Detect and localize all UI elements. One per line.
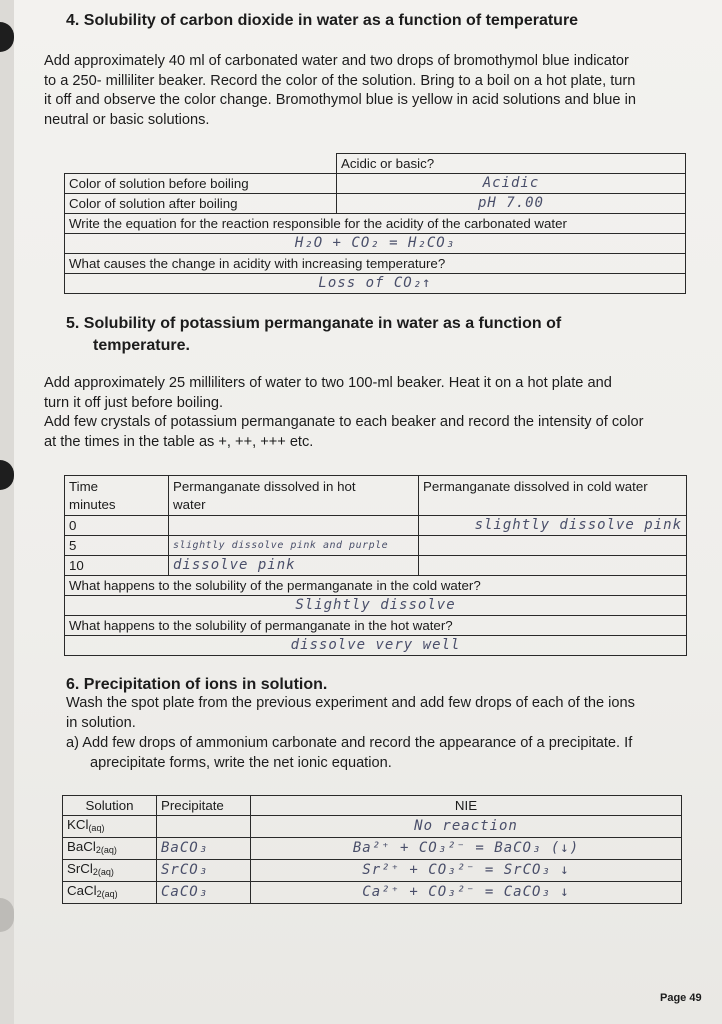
- section4-paragraph: Add approximately 40 ml of carbonated water and two drops of bromothymol blue indicator to a 250- milliliter beaker. Record the color of the solution. Bring to a boil on a hot plate, turn it off and observe the color change. Bromothymol blue is yellow in acid solutions and blue in neutral or basic solutions.: [44, 53, 636, 128]
- answer-acidity-change: Loss of CO₂↑: [65, 274, 686, 294]
- solution-cacl2: CaCl$_{2(aq)}$: [63, 882, 157, 904]
- cold-5: [419, 536, 687, 556]
- solution-srcl2: SrCl$_{2(aq)}$: [63, 860, 157, 882]
- header-precipitate: Precipitate: [157, 796, 251, 816]
- header-time: Time minutes: [65, 476, 169, 516]
- header-nie: NIE: [251, 796, 682, 816]
- hot-10: dissolve pink: [169, 556, 419, 576]
- answer-hot-solubility: dissolve very well: [65, 636, 687, 656]
- precipitate-cacl2: CaCO₃: [157, 882, 251, 904]
- section6-item-a: a) Add few drops of ammonium carbonate and record the appearance of a precipitate. If aprecipitate forms, write the net ionic equation.: [66, 735, 633, 771]
- answer-acidity-equation: H₂O + CO₂ = H₂CO₃: [65, 234, 686, 254]
- binder-hole-top: [0, 22, 14, 52]
- answer-cold-solubility: Slightly dissolve: [65, 596, 687, 616]
- page-number: Page 49: [660, 992, 702, 1004]
- nie-srcl2: Sr²⁺ + CO₃²⁻ = SrCO₃ ↓: [251, 860, 682, 882]
- co2-table: [64, 153, 686, 294]
- precipitate-kcl: [157, 816, 251, 838]
- nie-cacl2: Ca²⁺ + CO₃²⁻ = CaCO₃ ↓: [251, 882, 682, 904]
- binder-hole-bottom: [0, 898, 14, 932]
- header-solution: Solution: [63, 796, 157, 816]
- hot-0: [169, 516, 419, 536]
- header-cold-water: Permanganate dissolved in cold water: [419, 476, 687, 516]
- section4-title: 4. Solubility of carbon dioxide in water as a function of temperature: [66, 12, 579, 29]
- time-0: 0: [65, 516, 169, 536]
- binder-hole-middle: [0, 460, 14, 490]
- answer-after-boiling: pH 7.00: [337, 194, 686, 214]
- question-cold-solubility: What happens to the solubility of the permanganate in the cold water?: [65, 576, 687, 596]
- row-before-boiling-label: Color of solution before boiling: [65, 174, 337, 194]
- section6-title: 6. Precipitation of ions in solution.: [66, 676, 328, 693]
- nie-kcl: No reaction: [251, 816, 682, 838]
- section6-paragraph: Wash the spot plate from the previous experiment and add few drops of each of the ions in solution.: [66, 695, 635, 731]
- section5-title: 5. Solubility of potassium permanganate in water as a function of temperature.: [66, 315, 562, 354]
- header-acidic-basic: Acidic or basic?: [337, 154, 686, 174]
- hot-5: slightly dissolve pink and purple: [169, 536, 419, 556]
- nie-bacl2: Ba²⁺ + CO₃²⁻ = BaCO₃ (↓): [251, 838, 682, 860]
- header-hot-water: Permanganate dissolved in hot water: [169, 476, 419, 516]
- section5-paragraph: Add approximately 25 milliliters of water to two 100-ml beaker. Heat it on a hot plate and turn it off just before boiling. Add few crystals of potassium permanganate to each beaker and record the intensity of color at the times in the table as +, ++, +++ etc.: [44, 375, 644, 450]
- solution-bacl2: BaCl$_{2(aq)}$: [63, 838, 157, 860]
- time-10: 10: [65, 556, 169, 576]
- precipitation-table: [62, 795, 682, 904]
- cold-10: [419, 556, 687, 576]
- permanganate-table: [64, 475, 687, 656]
- precipitate-bacl2: BaCO₃: [157, 838, 251, 860]
- question-acidity-change: What causes the change in acidity with increasing temperature?: [65, 254, 686, 274]
- question-acidity-equation: Write the equation for the reaction responsible for the acidity of the carbonated water: [65, 214, 686, 234]
- precipitate-srcl2: SrCO₃: [157, 860, 251, 882]
- row-after-boiling-label: Color of solution after boiling: [65, 194, 337, 214]
- cold-0: slightly dissolve pink: [419, 516, 687, 536]
- solution-kcl: KCl$_{(aq)}$: [63, 816, 157, 838]
- question-hot-solubility: What happens to the solubility of permanganate in the hot water?: [65, 616, 687, 636]
- answer-before-boiling: Acidic: [337, 174, 686, 194]
- worksheet-page: [14, 0, 722, 1024]
- time-5: 5: [65, 536, 169, 556]
